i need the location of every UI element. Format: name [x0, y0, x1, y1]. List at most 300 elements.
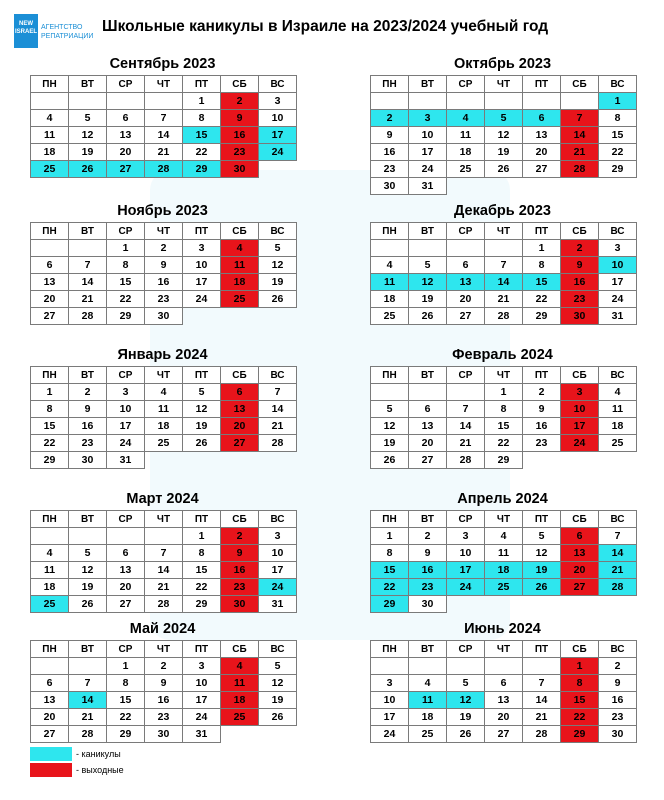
day-cell: 30 [599, 726, 637, 743]
day-cell: 6 [447, 257, 485, 274]
weekday-header: ПТ [523, 511, 561, 528]
day-cell: 7 [561, 110, 599, 127]
day-cell: 22 [523, 291, 561, 308]
day-cell: 3 [561, 384, 599, 401]
empty-cell [447, 596, 485, 613]
day-cell: 12 [259, 257, 297, 274]
day-cell: 18 [485, 562, 523, 579]
day-cell: 28 [69, 726, 107, 743]
blank-cell [447, 384, 485, 401]
holiday-swatch [30, 747, 72, 761]
blank-cell [523, 93, 561, 110]
day-cell: 27 [221, 435, 259, 452]
day-cell: 26 [447, 726, 485, 743]
day-cell: 20 [409, 435, 447, 452]
day-cell: 1 [183, 93, 221, 110]
day-cell: 5 [447, 675, 485, 692]
day-cell: 4 [221, 658, 259, 675]
week-row [31, 110, 297, 127]
day-cell: 8 [183, 545, 221, 562]
day-cell: 22 [107, 291, 145, 308]
week-row [31, 144, 297, 161]
day-cell: 8 [485, 401, 523, 418]
month-title: Март 2024 [126, 491, 199, 507]
week-row [31, 726, 297, 743]
week-row [31, 675, 297, 692]
day-cell: 19 [69, 579, 107, 596]
weekday-header: ЧТ [485, 76, 523, 93]
blank-cell [145, 93, 183, 110]
day-cell: 19 [447, 709, 485, 726]
day-cell: 15 [485, 418, 523, 435]
week-row [371, 127, 637, 144]
weekday-header: СБ [221, 223, 259, 240]
day-cell: 25 [447, 161, 485, 178]
weekday-header: ВТ [409, 223, 447, 240]
day-cell: 26 [409, 308, 447, 325]
day-cell: 12 [371, 418, 409, 435]
day-cell: 13 [409, 418, 447, 435]
legend-label: - выходные [76, 764, 124, 775]
weekday-header: ПТ [183, 76, 221, 93]
day-cell: 30 [221, 596, 259, 613]
day-cell: 10 [107, 401, 145, 418]
logo-mark-icon: NEW ISRAEL [14, 14, 38, 48]
day-cell: 29 [485, 452, 523, 469]
day-cell: 22 [107, 709, 145, 726]
blank-cell [485, 240, 523, 257]
day-cell: 18 [409, 709, 447, 726]
day-cell: 23 [69, 435, 107, 452]
weekday-header: ПН [31, 76, 69, 93]
day-cell: 1 [107, 658, 145, 675]
month-table [30, 366, 297, 469]
weekday-header-row [371, 76, 637, 93]
day-cell: 27 [107, 161, 145, 178]
day-cell: 28 [485, 308, 523, 325]
day-cell: 17 [183, 274, 221, 291]
month-title: Сентябрь 2023 [109, 56, 216, 72]
week-row [31, 709, 297, 726]
day-cell: 28 [447, 452, 485, 469]
empty-cell [259, 452, 297, 469]
day-cell: 1 [561, 658, 599, 675]
day-cell: 8 [31, 401, 69, 418]
empty-cell [485, 596, 523, 613]
day-cell: 23 [221, 579, 259, 596]
weekday-header: СБ [561, 223, 599, 240]
day-cell: 25 [221, 291, 259, 308]
week-row [371, 726, 637, 743]
day-cell: 29 [183, 161, 221, 178]
day-cell: 29 [523, 308, 561, 325]
week-row [31, 418, 297, 435]
weekday-header: СБ [561, 641, 599, 658]
weekday-header: ЧТ [145, 223, 183, 240]
day-cell: 30 [145, 308, 183, 325]
day-cell: 26 [183, 435, 221, 452]
day-cell: 8 [599, 110, 637, 127]
blank-cell [523, 658, 561, 675]
week-row [371, 658, 637, 675]
page-title: Школьные каникулы в Израиле на 2023/2024 учебный год [102, 18, 549, 35]
day-cell: 20 [31, 291, 69, 308]
blank-cell [561, 93, 599, 110]
day-cell: 5 [371, 401, 409, 418]
weekday-header: ПТ [183, 367, 221, 384]
empty-cell [523, 596, 561, 613]
blank-cell [447, 240, 485, 257]
day-cell: 23 [523, 435, 561, 452]
day-cell: 29 [31, 452, 69, 469]
month-calendar [370, 202, 635, 325]
empty-cell [145, 452, 183, 469]
day-cell: 14 [485, 274, 523, 291]
legend-label: - каникулы [76, 748, 121, 759]
day-cell: 8 [183, 110, 221, 127]
weekday-header: ПН [371, 76, 409, 93]
week-row [371, 418, 637, 435]
weekday-header: ЧТ [145, 76, 183, 93]
weekday-header: ВС [259, 641, 297, 658]
weekday-header: ВС [599, 367, 637, 384]
day-cell: 28 [523, 726, 561, 743]
day-cell: 20 [561, 562, 599, 579]
weekday-header: ВС [259, 367, 297, 384]
day-cell: 16 [145, 692, 183, 709]
blank-cell [485, 93, 523, 110]
week-row [31, 692, 297, 709]
day-cell: 29 [561, 726, 599, 743]
day-cell: 11 [221, 257, 259, 274]
day-cell: 14 [259, 401, 297, 418]
day-cell: 28 [145, 161, 183, 178]
day-cell: 21 [447, 435, 485, 452]
day-cell: 16 [221, 127, 259, 144]
day-cell: 15 [561, 692, 599, 709]
day-cell: 10 [183, 257, 221, 274]
day-cell: 21 [523, 709, 561, 726]
blank-cell [69, 528, 107, 545]
day-cell: 23 [561, 291, 599, 308]
week-row [31, 658, 297, 675]
empty-cell [259, 726, 297, 743]
day-cell: 29 [107, 308, 145, 325]
weekday-header: ЧТ [485, 641, 523, 658]
day-cell: 10 [561, 401, 599, 418]
day-cell: 10 [371, 692, 409, 709]
empty-cell [447, 178, 485, 195]
weekday-header: СР [447, 223, 485, 240]
week-row [31, 127, 297, 144]
empty-cell [561, 178, 599, 195]
day-cell: 1 [31, 384, 69, 401]
day-cell: 28 [145, 596, 183, 613]
weekday-header: ПН [31, 641, 69, 658]
day-cell: 17 [599, 274, 637, 291]
empty-cell [259, 308, 297, 325]
weekday-header: СР [447, 511, 485, 528]
day-cell: 13 [31, 692, 69, 709]
week-row [371, 709, 637, 726]
weekday-header: ВТ [69, 511, 107, 528]
day-cell: 9 [69, 401, 107, 418]
weekday-header: ВС [599, 641, 637, 658]
week-row [371, 240, 637, 257]
day-cell: 18 [371, 291, 409, 308]
blank-cell [145, 528, 183, 545]
empty-cell [221, 308, 259, 325]
day-cell: 6 [561, 528, 599, 545]
week-row [31, 401, 297, 418]
day-cell: 12 [183, 401, 221, 418]
day-cell: 10 [259, 110, 297, 127]
weekday-header: ВТ [69, 76, 107, 93]
day-cell: 2 [221, 528, 259, 545]
day-cell: 29 [107, 726, 145, 743]
day-cell: 11 [371, 274, 409, 291]
week-row [31, 528, 297, 545]
week-row [371, 545, 637, 562]
day-cell: 5 [69, 545, 107, 562]
weekday-header: ВС [599, 76, 637, 93]
weekday-header: ВТ [409, 367, 447, 384]
agency-logo [14, 14, 94, 48]
day-cell: 26 [69, 596, 107, 613]
day-cell: 7 [599, 528, 637, 545]
day-cell: 24 [183, 291, 221, 308]
day-cell: 10 [259, 545, 297, 562]
day-cell: 12 [523, 545, 561, 562]
day-cell: 5 [183, 384, 221, 401]
week-row [31, 596, 297, 613]
week-row [31, 291, 297, 308]
day-cell: 3 [259, 93, 297, 110]
day-cell: 15 [107, 274, 145, 291]
day-cell: 21 [599, 562, 637, 579]
legend-item-weekend [30, 761, 124, 775]
day-cell: 6 [409, 401, 447, 418]
weekday-header: ПН [31, 223, 69, 240]
weekday-header: ПН [31, 367, 69, 384]
day-cell: 13 [221, 401, 259, 418]
day-cell: 16 [561, 274, 599, 291]
day-cell: 25 [31, 596, 69, 613]
day-cell: 12 [447, 692, 485, 709]
day-cell: 31 [183, 726, 221, 743]
day-cell: 27 [561, 579, 599, 596]
day-cell: 26 [523, 579, 561, 596]
day-cell: 16 [599, 692, 637, 709]
weekday-header: СР [447, 641, 485, 658]
month-calendar [370, 55, 635, 195]
weekday-header: ВС [259, 223, 297, 240]
weekday-header-row [31, 641, 297, 658]
day-cell: 9 [371, 127, 409, 144]
day-cell: 2 [69, 384, 107, 401]
week-row [371, 675, 637, 692]
day-cell: 13 [447, 274, 485, 291]
day-cell: 26 [259, 709, 297, 726]
day-cell: 4 [31, 545, 69, 562]
month-title: Май 2024 [129, 621, 196, 637]
day-cell: 14 [599, 545, 637, 562]
weekday-header: ЧТ [145, 511, 183, 528]
weekday-header: ЧТ [485, 223, 523, 240]
day-cell: 6 [31, 675, 69, 692]
day-cell: 27 [523, 161, 561, 178]
day-cell: 20 [221, 418, 259, 435]
day-cell: 9 [145, 675, 183, 692]
day-cell: 15 [183, 127, 221, 144]
day-cell: 27 [31, 726, 69, 743]
day-cell: 20 [523, 144, 561, 161]
day-cell: 23 [221, 144, 259, 161]
day-cell: 6 [523, 110, 561, 127]
day-cell: 21 [485, 291, 523, 308]
month-table [370, 366, 637, 469]
day-cell: 12 [69, 127, 107, 144]
day-cell: 11 [31, 562, 69, 579]
day-cell: 18 [221, 274, 259, 291]
month-calendar [370, 346, 635, 469]
day-cell: 2 [221, 93, 259, 110]
weekday-header: ПТ [183, 641, 221, 658]
day-cell: 9 [561, 257, 599, 274]
empty-cell [259, 161, 297, 178]
weekday-header: ВТ [409, 641, 447, 658]
weekday-header: ВТ [69, 223, 107, 240]
day-cell: 28 [561, 161, 599, 178]
day-cell: 3 [259, 528, 297, 545]
empty-cell [561, 452, 599, 469]
day-cell: 22 [183, 144, 221, 161]
day-cell: 28 [259, 435, 297, 452]
week-row [371, 384, 637, 401]
day-cell: 1 [523, 240, 561, 257]
day-cell: 12 [69, 562, 107, 579]
blank-cell [371, 658, 409, 675]
day-cell: 19 [259, 274, 297, 291]
week-row [371, 178, 637, 195]
day-cell: 9 [523, 401, 561, 418]
day-cell: 24 [183, 709, 221, 726]
day-cell: 26 [485, 161, 523, 178]
day-cell: 26 [371, 452, 409, 469]
day-cell: 20 [107, 144, 145, 161]
weekday-header: ПН [371, 641, 409, 658]
day-cell: 31 [259, 596, 297, 613]
day-cell: 20 [107, 579, 145, 596]
day-cell: 9 [409, 545, 447, 562]
day-cell: 7 [145, 545, 183, 562]
week-row [371, 291, 637, 308]
week-row [371, 401, 637, 418]
weekday-header-row [371, 641, 637, 658]
day-cell: 27 [485, 726, 523, 743]
day-cell: 2 [145, 658, 183, 675]
day-cell: 13 [107, 562, 145, 579]
day-cell: 14 [145, 562, 183, 579]
day-cell: 3 [409, 110, 447, 127]
weekday-header: СР [447, 367, 485, 384]
week-row [31, 452, 297, 469]
day-cell: 9 [599, 675, 637, 692]
day-cell: 2 [523, 384, 561, 401]
day-cell: 5 [409, 257, 447, 274]
weekday-header: ЧТ [485, 511, 523, 528]
weekday-header-row [31, 367, 297, 384]
blank-cell [409, 240, 447, 257]
empty-cell [485, 178, 523, 195]
empty-cell [183, 452, 221, 469]
day-cell: 14 [561, 127, 599, 144]
day-cell: 4 [599, 384, 637, 401]
day-cell: 8 [371, 545, 409, 562]
blank-cell [31, 240, 69, 257]
day-cell: 17 [183, 692, 221, 709]
day-cell: 27 [31, 308, 69, 325]
week-row [371, 144, 637, 161]
week-row [31, 161, 297, 178]
weekday-header: ВС [259, 76, 297, 93]
month-table [370, 640, 637, 743]
day-cell: 3 [371, 675, 409, 692]
day-cell: 4 [371, 257, 409, 274]
week-row [371, 274, 637, 291]
month-table [30, 510, 297, 613]
day-cell: 19 [183, 418, 221, 435]
week-row [31, 257, 297, 274]
blank-cell [371, 93, 409, 110]
weekday-header-row [371, 223, 637, 240]
day-cell: 3 [107, 384, 145, 401]
blank-cell [409, 384, 447, 401]
legend-item-holiday [30, 745, 124, 759]
day-cell: 5 [69, 110, 107, 127]
day-cell: 16 [523, 418, 561, 435]
day-cell: 17 [409, 144, 447, 161]
weekday-header: ПТ [523, 223, 561, 240]
day-cell: 15 [371, 562, 409, 579]
day-cell: 30 [221, 161, 259, 178]
blank-cell [107, 528, 145, 545]
blank-cell [31, 658, 69, 675]
weekday-header-row [31, 223, 297, 240]
day-cell: 12 [485, 127, 523, 144]
weekday-header: СБ [561, 76, 599, 93]
day-cell: 11 [409, 692, 447, 709]
day-cell: 1 [599, 93, 637, 110]
weekday-header: СБ [221, 367, 259, 384]
week-row [371, 579, 637, 596]
day-cell: 31 [107, 452, 145, 469]
day-cell: 10 [447, 545, 485, 562]
weekday-header: СР [107, 511, 145, 528]
week-row [31, 93, 297, 110]
day-cell: 21 [145, 144, 183, 161]
day-cell: 4 [221, 240, 259, 257]
day-cell: 14 [447, 418, 485, 435]
day-cell: 16 [145, 274, 183, 291]
weekday-header: СР [447, 76, 485, 93]
day-cell: 7 [69, 675, 107, 692]
weekday-header: СР [107, 223, 145, 240]
day-cell: 14 [145, 127, 183, 144]
day-cell: 5 [523, 528, 561, 545]
weekday-header: ПН [31, 511, 69, 528]
day-cell: 22 [183, 579, 221, 596]
